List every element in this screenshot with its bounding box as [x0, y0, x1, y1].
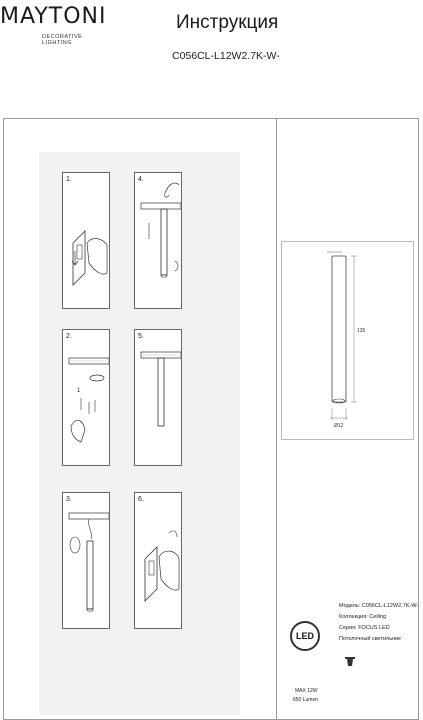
- spec-series: Серия: FOCUS LED: [339, 625, 390, 631]
- step-number: 5.: [138, 333, 144, 340]
- spec-info: [339, 601, 418, 645]
- page-title: Инструкция: [176, 12, 279, 33]
- brand-name: MAYTONI: [0, 4, 107, 29]
- step-number: 6.: [138, 496, 144, 503]
- column-divider: [276, 118, 277, 720]
- spec-type: Потолочный светильник: [339, 636, 401, 642]
- instruction-sheet: [39, 152, 240, 715]
- max-power: MAX 12W: [295, 688, 318, 694]
- spec-collection: Коллекция: Ceiling: [339, 614, 387, 620]
- ceiling-lamp-icon: [344, 655, 356, 667]
- step-panel-6: [134, 492, 182, 629]
- installed-lamp-icon: [135, 330, 182, 466]
- step-panel-1: [62, 172, 110, 309]
- step-number: 1.: [66, 176, 72, 183]
- lamp-dimension-icon: [282, 242, 413, 439]
- diameter-label: Ø12: [334, 423, 344, 429]
- switch-on-icon: [135, 493, 182, 629]
- led-badge: LED: [290, 621, 320, 651]
- step-number: 3.: [66, 496, 72, 503]
- wiring-icon: [63, 493, 110, 629]
- model-code: C056CL-L12W2.7K-W-: [172, 50, 280, 62]
- height-label: 135: [357, 328, 366, 334]
- step-panel-3: [62, 492, 110, 629]
- svg-text:1: 1: [77, 388, 81, 394]
- step-panel-2: [62, 329, 110, 466]
- switch-off-icon: [63, 173, 110, 309]
- ceiling-mount-icon: [63, 330, 110, 466]
- lumen-value: 650 Lumen: [293, 697, 319, 703]
- step-panel-4: [134, 172, 182, 309]
- step-number: 2.: [66, 333, 72, 340]
- step-panel-5: [134, 329, 182, 466]
- brand-tagline: DECORATIVE LIGHTING: [42, 34, 83, 46]
- dimension-drawing: [281, 241, 414, 440]
- brand-logo: [0, 4, 107, 46]
- connect-icon: [135, 173, 182, 309]
- step-number: 4.: [138, 176, 144, 183]
- spec-model: Модель: C056CL-L12W2.7K-W-: [339, 603, 419, 609]
